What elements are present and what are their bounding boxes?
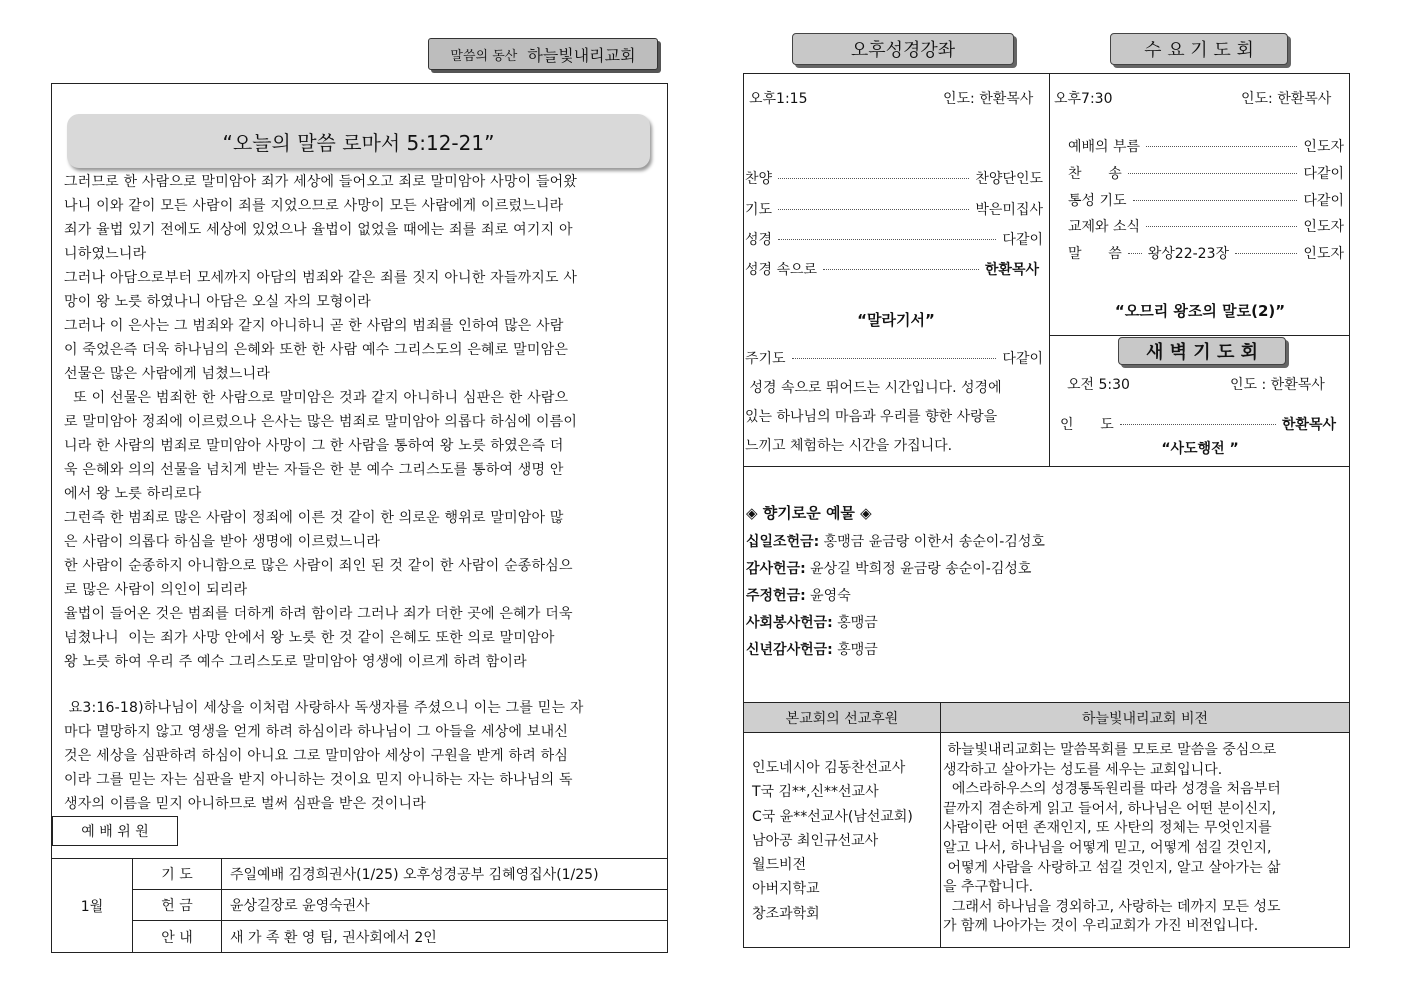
offering-type: 사회봉사헌금:: [746, 615, 833, 631]
detail-offering: 윤상길장로 윤영숙권사: [230, 898, 370, 914]
committee-label: [52, 816, 178, 846]
divider-services: [743, 466, 1350, 467]
item-value: 인도자: [1303, 246, 1344, 262]
item-value: 다같이: [1303, 193, 1344, 209]
text-line: 로 말미암아 정죄에 이르렀으나 은사는 많은 범죄로 말미암아 의롭다 하심에 이름이: [64, 414, 578, 430]
item-label: 성경: [745, 232, 773, 248]
text-line: 그러나 이 은사는 그 범죄와 같지 아니하니 곧 한 사람의 범죄를 인하여 많은 사람: [64, 318, 564, 334]
offering-type: 주정헌금:: [746, 588, 806, 604]
scripture-john: [64, 696, 660, 816]
dot-leader: [1146, 146, 1297, 147]
vision-text: [943, 741, 1348, 937]
text-line: 욱 은혜와 의의 선물을 넘치게 받는 자들은 한 분 예수 그리스도를 통하여 생명 안: [64, 462, 564, 478]
item-value: 다같이: [1002, 232, 1043, 248]
offering-line: [746, 610, 1346, 637]
text-line: 이라 그를 믿는 자는 심판을 받지 아니하는 것이요 믿지 아니하는 자는 하나님의 독: [64, 772, 573, 788]
committee-month-text: 1월: [80, 898, 104, 915]
afternoon-description: [745, 374, 1047, 461]
text-line: 생자의 이름을 믿지 아니하므로 벌써 심판을 받은 것이니라: [64, 796, 426, 812]
text-line: 월드비전: [752, 857, 807, 874]
mission-header-text: 본교회의 선교후원: [785, 710, 899, 727]
church-name: 하늘빛내리교회: [527, 45, 636, 65]
vision-header: [941, 703, 1349, 733]
text-line: 은 사람이 의롭다 하심을 받아 생명에 이르렀느니라: [64, 534, 381, 550]
text-line: 하늘빛내리교회는 말씀목회를 모토로 말씀을 중심으로: [943, 742, 1277, 758]
wednesday-item-1: [1068, 136, 1344, 156]
item-label: 찬 송: [1068, 166, 1122, 182]
afternoon-badge: [792, 33, 1014, 65]
offering-line: [746, 583, 1346, 610]
text-line: 또 이 선물은 범죄한 한 사람으로 말미암은 것과 같지 아니하니 심판은 한 사람으: [64, 390, 569, 406]
role-offering: 헌 금: [161, 898, 193, 914]
offering-names: 홍맹금: [832, 642, 878, 658]
text-line: 이 죽었은즉 더욱 하나님의 은혜와 또한 한 사람 예수 그리스도의 은혜로 말미암은: [64, 342, 569, 358]
divider-vertical: [1049, 73, 1050, 466]
role-prayer: 기 도: [161, 867, 193, 883]
wednesday-topic-text: “오므리 왕조의 말로(2)”: [1114, 302, 1286, 320]
sermon-title: [67, 114, 650, 168]
afternoon-item-2: [745, 199, 1043, 219]
afternoon-item-1: [745, 168, 1043, 188]
dot-leader: [778, 209, 969, 210]
text-line: 에스라하우스의 성경통독원리를 따라 성경을 처음부터: [943, 781, 1281, 798]
text-line: 망이 왕 노릇 하였나니 아담은 오실 자의 모형이라: [64, 294, 372, 310]
divider-dawn: [1049, 335, 1350, 336]
mission-header: [744, 703, 941, 733]
wednesday-item-2: [1068, 163, 1344, 183]
divider-mission-vision: [940, 733, 941, 948]
item-value: 한환목사: [1281, 417, 1336, 433]
text-line: 그래서 하나님을 경외하고, 사랑하는 데까지 모든 성도: [943, 898, 1281, 915]
text-line: 인도네시아 김동찬선교사: [752, 760, 906, 776]
text-line: 그런즉 한 범죄로 많은 사람이 정죄에 이른 것 같이 한 의로운 행위로 말미암아 많: [64, 510, 564, 526]
dawn-topic: [1050, 438, 1350, 458]
committee-detail-2: [221, 889, 668, 921]
wednesday-topic: [1050, 300, 1350, 321]
offering-names: 홍맹금: [832, 615, 878, 631]
vision-header-text: 하늘빛내리교회 비전: [1081, 710, 1209, 727]
dawn-badge: [1118, 337, 1286, 365]
text-line: 알고 나서, 하나님을 어떻게 믿고, 어떻게 섬길 것인지,: [943, 839, 1272, 856]
text-line: 어떻게 사람을 사랑하고 섬길 것인지, 알고 살아가는 삶: [943, 859, 1281, 876]
church-badge: [428, 38, 658, 70]
item-value: 인도자: [1303, 219, 1344, 235]
church-motto: 말씀의 동산: [450, 48, 518, 64]
text-line: 그러므로 한 사람으로 말미암아 죄가 세상에 들어오고 죄로 말미암아 사망이 들어왔: [64, 174, 578, 190]
afternoon-topic: [745, 309, 1047, 330]
dawn-lead: [1060, 414, 1336, 434]
committee-detail-1: [221, 858, 668, 890]
offering-line: [746, 529, 1346, 556]
text-line: 나니 이와 같이 모든 사람이 죄를 지었으므로 사망이 모든 사람에게 이르렀느니라: [64, 198, 564, 214]
text-line: 한 사람이 순종하지 아니함으로 많은 사람이 죄인 된 것 같이 한 사람이 순종하심으: [64, 558, 573, 574]
dot-leader: [1235, 253, 1297, 254]
item-label: 교제와 소식: [1068, 219, 1141, 235]
dot-leader: [778, 239, 996, 240]
desc-line: 성경 속으로 뛰어드는 시간입니다. 성경에: [745, 380, 1002, 396]
afternoon-item-3: [745, 229, 1043, 249]
item-extra: 왕상22-23장: [1147, 246, 1230, 262]
item-label: 인 도: [1060, 417, 1114, 433]
offering-line: [746, 637, 1346, 664]
desc-line: 느끼고 체험하는 시간을 가집니다.: [745, 438, 953, 454]
offering-names: 윤상길 박희정 윤금랑 송순이-김성호: [805, 561, 1032, 577]
text-line: 창조과학회: [752, 905, 820, 922]
dot-leader: [1120, 424, 1276, 425]
desc-line: 있는 하나님의 마음과 우리를 향한 사랑을: [745, 409, 998, 425]
wednesday-badge: [1110, 33, 1288, 65]
afternoon-badge-text: 오후성경강좌: [850, 40, 956, 61]
text-line: 니하였느니라: [64, 246, 147, 262]
scripture-romans: [64, 170, 660, 674]
text-line: T국 김**,신**선교사: [752, 784, 879, 801]
text-line: 그러나 아담으로부터 모세까지 아담의 범죄와 같은 죄를 짓지 아니한 자들까지도 사: [64, 270, 578, 286]
sermon-title-text: “오늘의 말씀 로마서 5:12-21”: [222, 130, 495, 155]
item-label: 예배의 부름: [1068, 139, 1141, 155]
item-label: 기도: [745, 202, 773, 218]
offering-lines: [746, 529, 1346, 664]
text-line: 요3:16-18)하나님이 세상을 이처럼 사랑하사 독생자를 주셨으니 이는 그를 믿는 자: [64, 700, 584, 716]
item-label: 말 씀: [1068, 246, 1122, 262]
offering-section: [746, 502, 1346, 664]
text-line: C국 윤**선교사(남선교회): [752, 808, 913, 825]
item-label: 통성 기도: [1068, 193, 1127, 209]
text-line: 남아공 최인규선교사: [752, 832, 879, 849]
item-label: 찬양: [745, 171, 773, 187]
committee-label-text: 예 배 위 원: [81, 824, 149, 840]
text-line: 아버지학교: [752, 881, 820, 898]
wednesday-time: 오후7:30: [1054, 91, 1113, 107]
offering-names: 홍맹금 윤금랑 이한서 송순이-김성호: [819, 534, 1045, 550]
text-line: 을 추구합니다.: [943, 879, 1034, 896]
wednesday-item-4: [1068, 216, 1344, 236]
item-value: 인도자: [1303, 139, 1344, 155]
dot-leader: [778, 178, 969, 179]
detail-guide: 새 가 족 환 영 팀, 권사회에서 2인: [230, 929, 437, 946]
committee-role-1: [132, 858, 222, 890]
text-line: 죄가 율법 있기 전에도 세상에 있었으나 율법이 없었을 때에는 죄를 죄로 여기지 아: [64, 222, 573, 238]
offering-title: ◈ 향기로운 예물 ◈: [746, 504, 872, 522]
text-line: 선물은 많은 사람에게 넘쳤느니라: [64, 366, 271, 382]
offering-line: [746, 556, 1346, 583]
dot-leader: [1128, 253, 1142, 254]
detail-prayer: 주일예배 김경희권사(1/25) 오후성경공부 김혜영집사(1/25): [230, 867, 599, 883]
role-guide: 안 내: [161, 929, 193, 946]
dot-leader: [1128, 173, 1298, 174]
dot-leader: [1146, 226, 1297, 227]
dot-leader: [823, 269, 979, 270]
afternoon-closing: [745, 348, 1043, 368]
dawn-leader: 인도 : 한환목사: [1230, 377, 1325, 393]
offering-type: 신년감사헌금:: [746, 642, 833, 658]
text-line: 왕 노릇 하여 우리 주 예수 그리스도로 말미암아 영생에 이르게 하려 함이라: [64, 654, 527, 670]
dawn-time: 오전 5:30: [1067, 377, 1130, 393]
item-value: 한환목사: [984, 262, 1039, 278]
offering-type: 십일조헌금:: [746, 534, 820, 550]
text-line: 생각하고 살아가는 성도를 세우는 교회입니다.: [943, 761, 1223, 778]
committee-month: [51, 858, 133, 953]
afternoon-time: 오후1:15: [749, 91, 808, 107]
text-line: 율법이 들어온 것은 범죄를 더하게 하려 함이라 그러나 죄가 더한 곳에 은혜가 더욱: [64, 606, 573, 622]
mission-list: [752, 756, 938, 926]
committee-role-2: [132, 889, 222, 921]
committee-role-3: [132, 920, 222, 953]
text-line: 것은 세상을 심판하려 하심이 아니요 그로 말미암아 세상이 구원을 받게 하려 하심: [64, 748, 569, 764]
item-value: 박은미집사: [975, 202, 1043, 218]
wednesday-item-3: [1068, 190, 1344, 210]
dawn-topic-text: “사도행전 ”: [1161, 441, 1239, 457]
dawn-badge-text: 새 벽 기 도 회: [1145, 342, 1258, 363]
dot-leader: [1133, 200, 1298, 201]
text-line: 마다 멸망하지 않고 영생을 얻게 하려 하심이라 하나님이 그 아들을 세상에 보내신: [64, 724, 569, 740]
offering-type: 감사헌금:: [746, 561, 806, 577]
wednesday-item-5: [1068, 243, 1344, 263]
item-value: 다같이: [1303, 166, 1344, 182]
text-line: 사람이란 어떤 존재인지, 또 사탄의 정체는 무엇인지를: [943, 820, 1272, 837]
dot-leader: [792, 358, 997, 359]
committee-detail-3: [221, 920, 668, 953]
text-line: 넘쳤나니 이는 죄가 사망 안에서 왕 노릇 한 것 같이 은혜도 또한 의로 말미암아: [64, 630, 555, 646]
text-line: 에서 왕 노릇 하리로다: [64, 486, 202, 502]
wednesday-leader: 인도: 한환목사: [1241, 91, 1332, 107]
item-value: 다같이: [1002, 351, 1043, 367]
afternoon-item-4: [745, 259, 1039, 279]
text-line: 니라 한 사람의 범죄로 말미암아 사망이 그 한 사람을 통하여 왕 노릇 하였은즉 더: [64, 438, 564, 454]
afternoon-leader: 인도: 한환목사: [943, 91, 1034, 107]
text-line: 끝까지 겸손하게 읽고 들어서, 하나님은 어떤 분이신지,: [943, 800, 1277, 817]
text-line: 가 함께 나아가는 것이 우리교회가 가진 비전입니다.: [943, 918, 1259, 935]
wednesday-badge-text: 수 요 기 도 회: [1144, 40, 1254, 61]
offering-names: 윤영숙: [805, 588, 851, 604]
text-line: 로 많은 사람이 의인이 되리라: [64, 582, 248, 598]
item-label: 주기도: [745, 351, 786, 367]
afternoon-topic-text: “말라기서”: [857, 311, 935, 329]
item-value: 찬양단인도: [975, 171, 1043, 187]
item-label: 성경 속으로: [745, 262, 818, 278]
